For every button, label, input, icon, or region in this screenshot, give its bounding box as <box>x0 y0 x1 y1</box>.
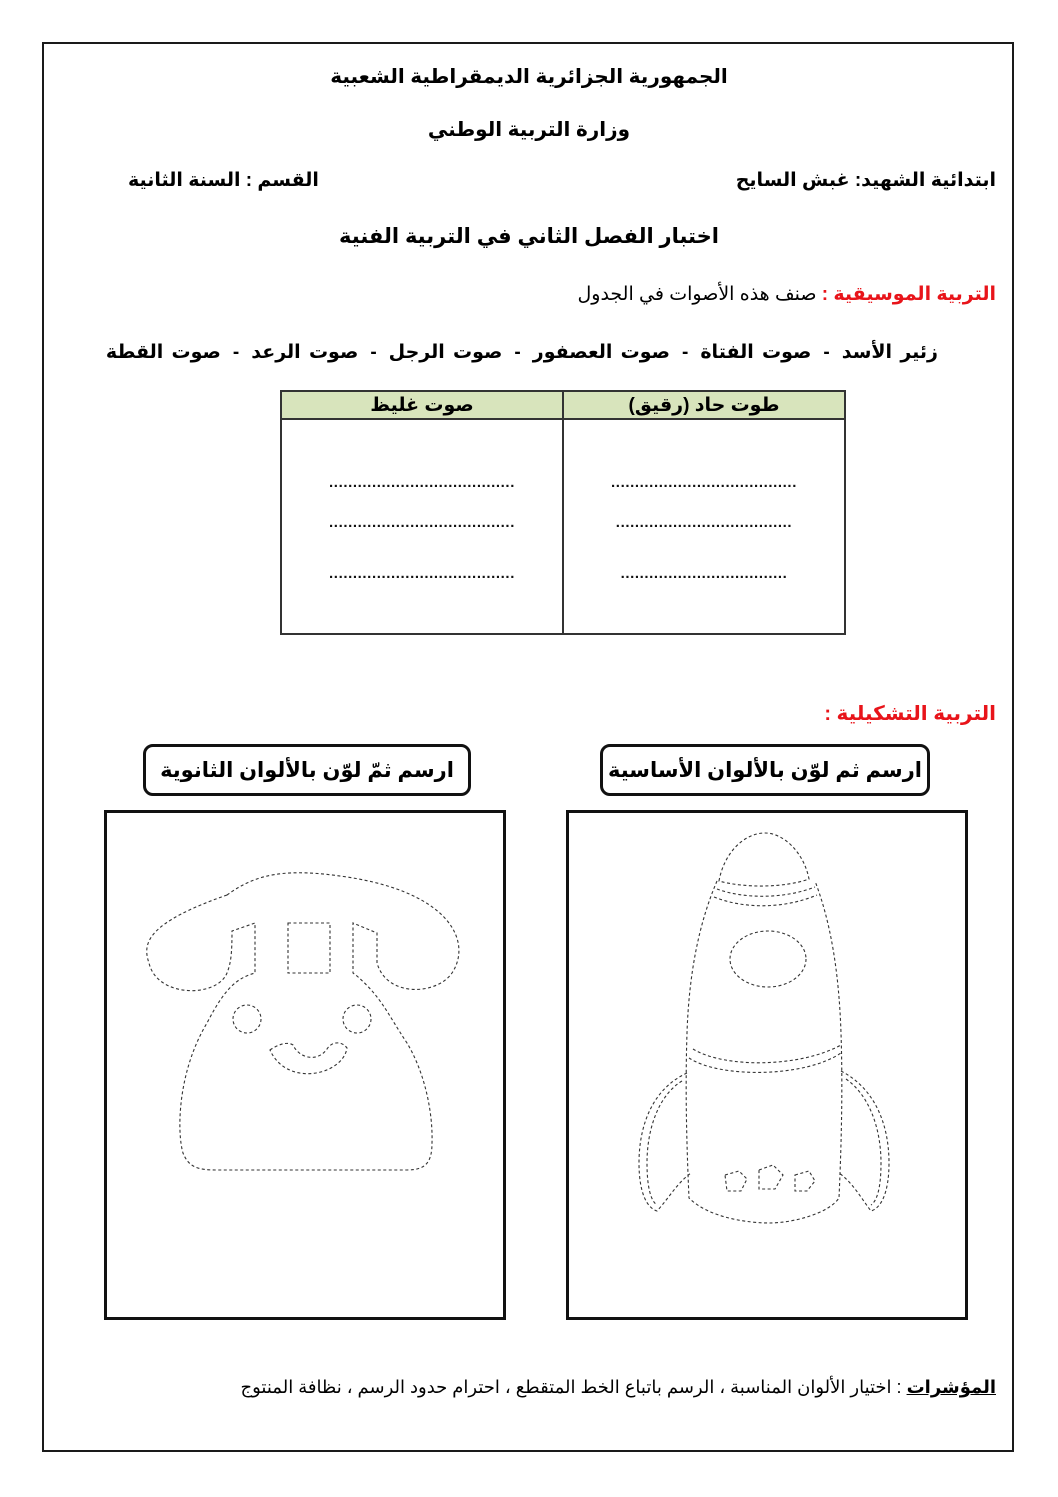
rocket-star-2 <box>759 1165 783 1189</box>
ministry-header: وزارة التربية الوطني <box>427 119 631 141</box>
answer-cell[interactable] <box>563 492 845 553</box>
table-row <box>281 419 845 492</box>
music-section-heading <box>577 283 996 306</box>
rocket-left-fin <box>639 1073 691 1211</box>
separator: - <box>823 342 830 363</box>
answer-dotted-line: ....................................... <box>329 513 515 531</box>
rocket-body <box>686 881 842 1223</box>
column-header-high-pitch: طوت حاد (رقيق) <box>563 391 845 419</box>
telephone-left-eye <box>233 1005 261 1033</box>
rocket-right-fin-inner <box>846 1079 881 1205</box>
telephone-dial-rect <box>288 923 330 973</box>
rocket-window <box>730 931 806 987</box>
rocket-star-3 <box>795 1171 815 1191</box>
telephone-drawing-area[interactable] <box>104 810 506 1320</box>
indicators-text: : اختيار الألوان المناسبة ، الرسم باتباع الخط المتقطع ، احترام حدود الرسم ، نظافة المنتوج <box>240 1377 907 1397</box>
answer-dotted-line: ....................................... <box>329 565 515 582</box>
sound-classification-table <box>280 390 846 635</box>
secondary-colors-task-label: ارسم ثمّ لوّن بالألوان الثانوية <box>143 744 471 796</box>
rocket-nose <box>719 833 809 886</box>
rocket-outline-icon <box>569 813 964 1316</box>
exam-title: اختبار الفصل الثاني في التربية الفنية <box>339 225 719 248</box>
rocket-stripe-top-2 <box>714 895 817 906</box>
sound-item: زئير الأسد <box>841 342 938 363</box>
rocket-drawing-area[interactable] <box>566 810 968 1320</box>
table-row <box>281 553 845 634</box>
answer-cell[interactable] <box>563 419 845 492</box>
telephone-handset <box>147 873 459 1170</box>
answer-cell[interactable] <box>563 553 845 634</box>
table-row <box>281 492 845 553</box>
rocket-right-fin <box>839 1071 889 1211</box>
sound-item: صوت الفتاة <box>700 342 812 363</box>
rocket-stripe-middle-2 <box>693 1045 841 1063</box>
primary-colors-task-label: ارسم ثم لوّن بالألوان الأساسية <box>600 744 930 796</box>
separator: - <box>370 342 377 363</box>
answer-cell[interactable] <box>281 553 563 634</box>
music-instruction: صنف هذه الأصوات في الجدول <box>577 284 817 305</box>
sound-item: صوت القطة <box>105 342 221 363</box>
table-header-row <box>281 391 845 419</box>
answer-dotted-line: ....................................... <box>329 474 515 491</box>
school-name: ابتدائية الشهيد: غبش السايح <box>735 170 996 191</box>
answer-dotted-line: ....................................... <box>611 474 797 491</box>
separator: - <box>232 342 240 363</box>
class-grade: القسم : السنة الثانية <box>128 170 319 191</box>
answer-cell[interactable] <box>281 492 563 553</box>
sound-item: صوت الرجل <box>388 342 503 363</box>
assessment-indicators <box>241 1377 996 1398</box>
answer-cell[interactable] <box>281 419 563 492</box>
sound-item: صوت العصفور <box>532 342 671 363</box>
separator: - <box>682 342 689 363</box>
answer-dotted-line: ..................................... <box>615 513 793 531</box>
music-section-title: التربية الموسيقية : <box>821 284 996 305</box>
republic-header: الجمهورية الجزائرية الديمقراطية الشعبية <box>330 66 728 88</box>
telephone-smile <box>270 1043 347 1074</box>
indicators-label: المؤشرات <box>906 1377 996 1397</box>
rocket-stripe-top <box>717 887 815 896</box>
telephone-outline-icon <box>107 813 502 1316</box>
sounds-list <box>106 341 938 364</box>
answer-dotted-line: ................................... <box>620 565 788 582</box>
art-section-title: التربية التشكيلية : <box>824 703 996 725</box>
rocket-star-1 <box>725 1171 747 1191</box>
column-header-low-pitch: صوت غليظ <box>281 391 563 419</box>
telephone-right-eye <box>343 1005 371 1033</box>
separator: - <box>514 342 521 363</box>
sound-item: صوت الرعد <box>251 342 359 363</box>
